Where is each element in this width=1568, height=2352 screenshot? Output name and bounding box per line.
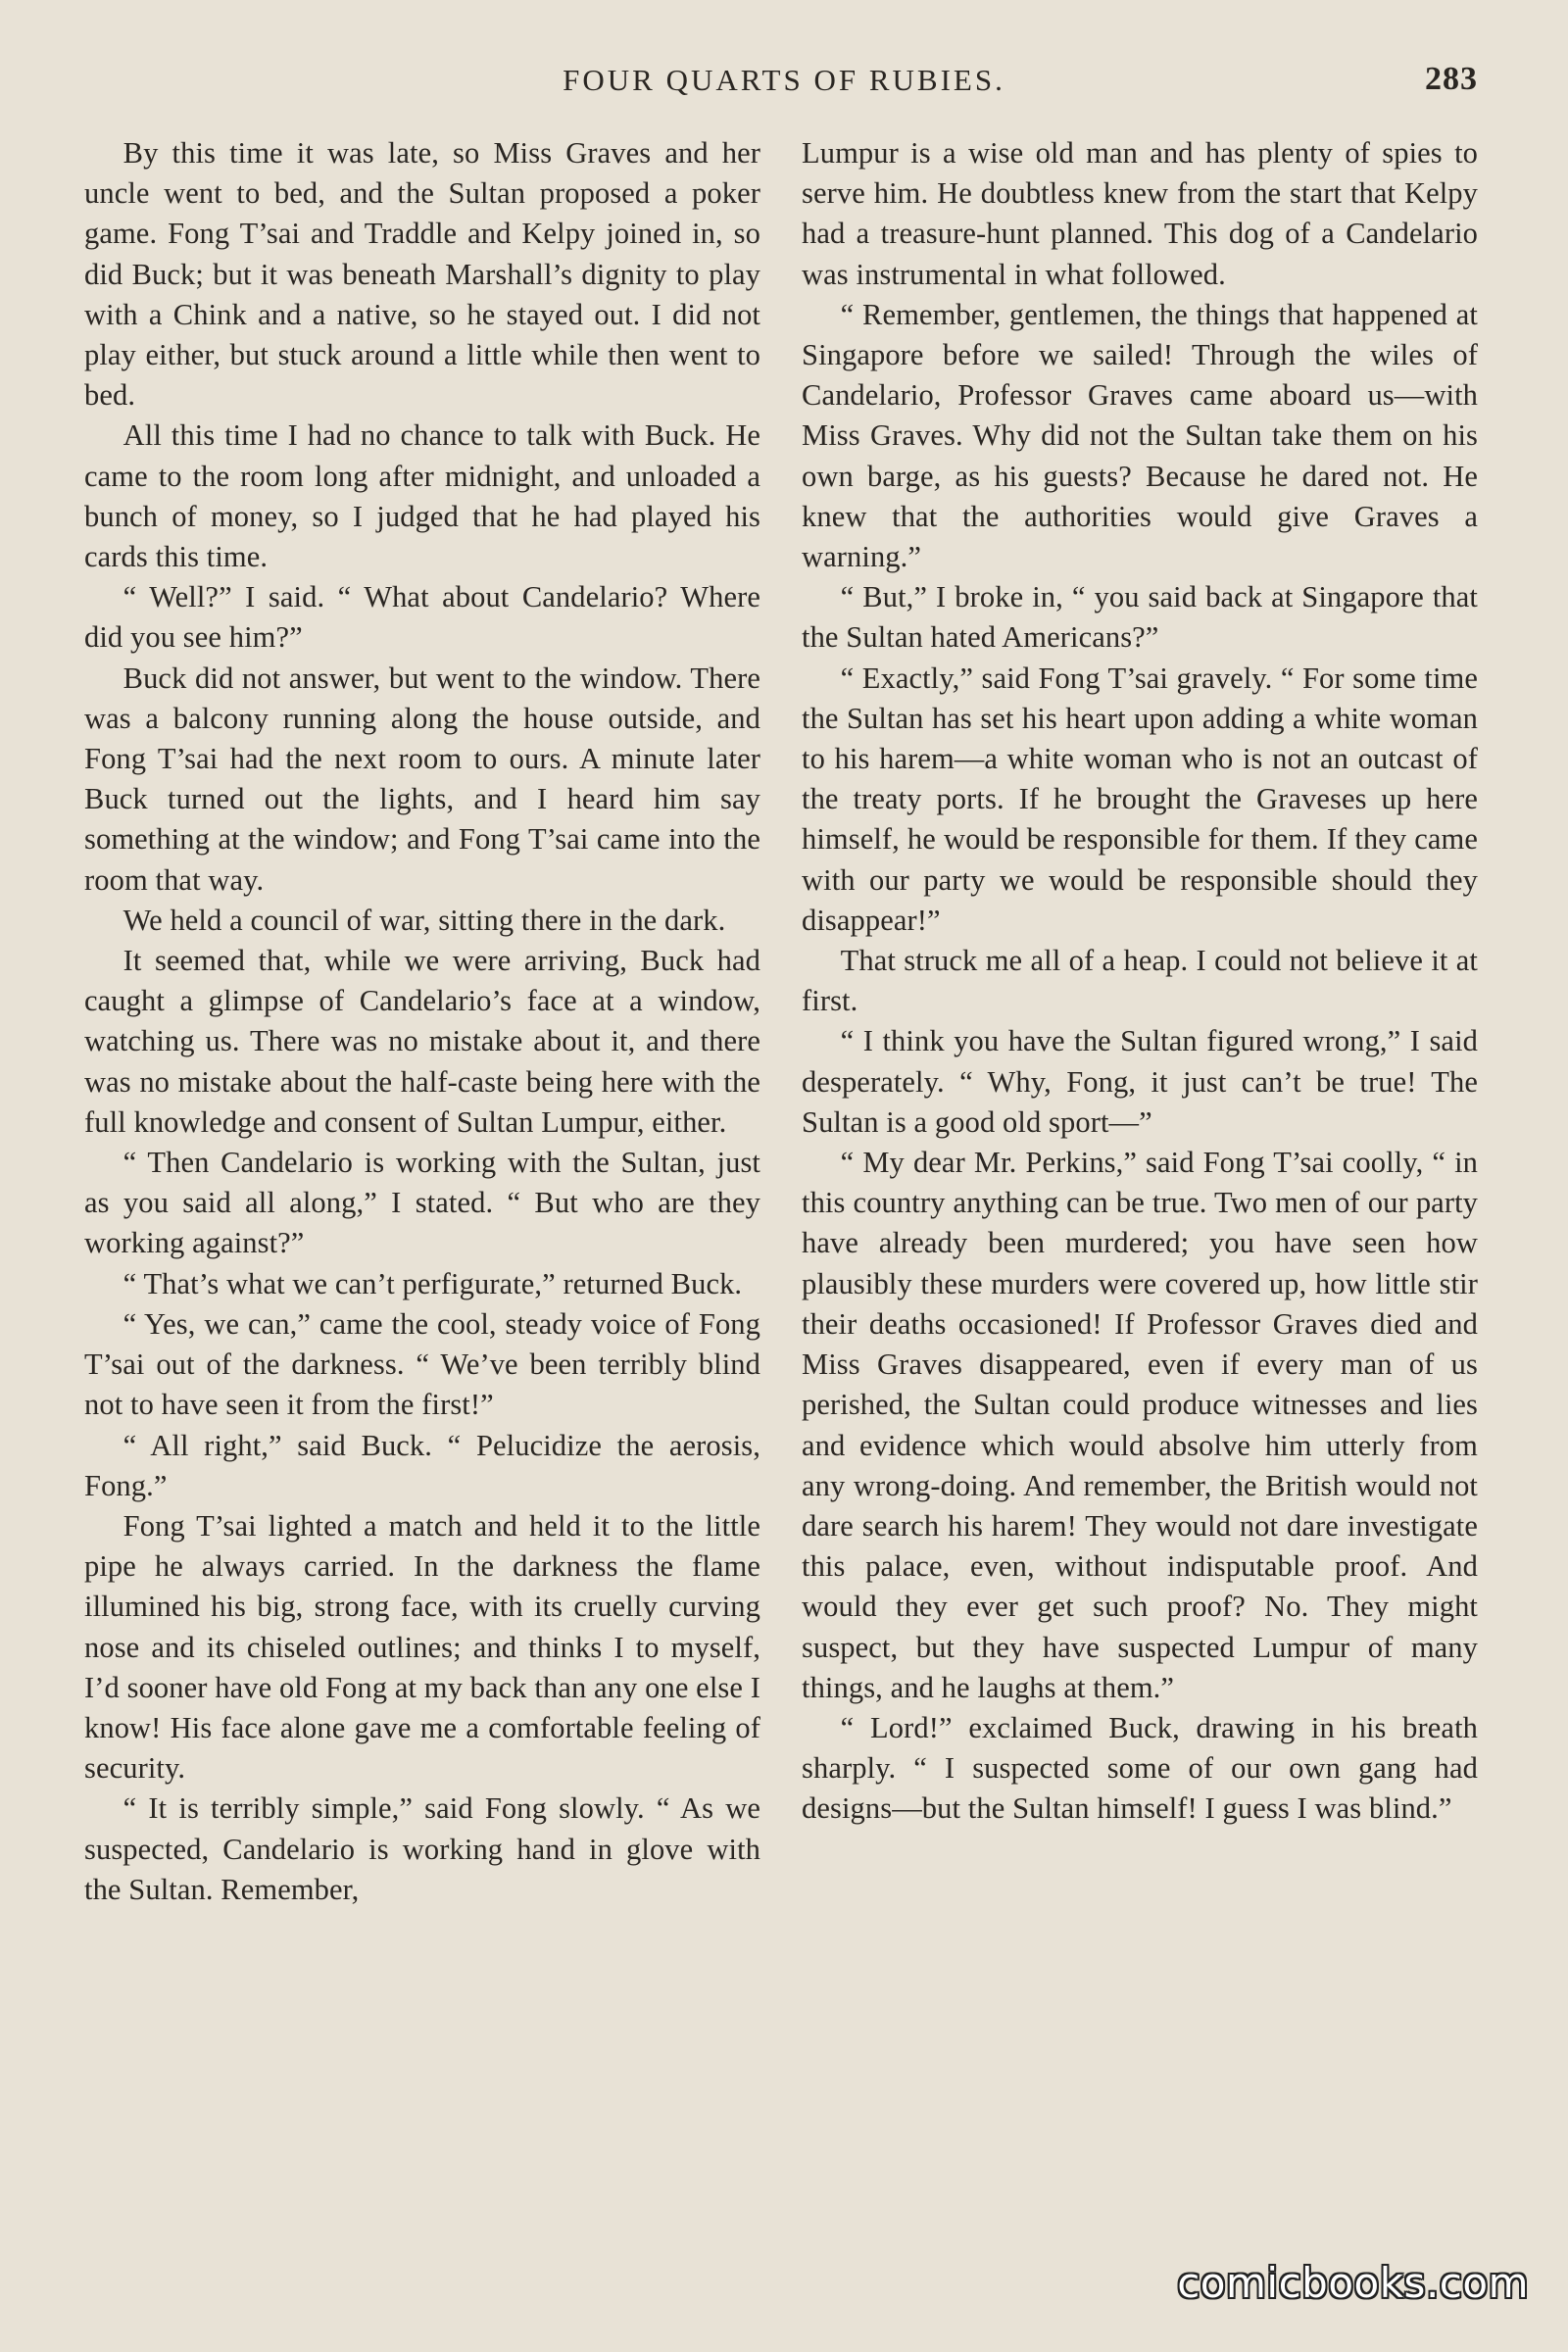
paragraph: “ Then Candelario is working with the Sultan, just as you said all along,” I stated. “ But who are they working against?”	[84, 1146, 760, 1260]
page-number: 283	[1425, 61, 1478, 97]
paragraph: We held a council of war, sitting there in the dark.	[122, 903, 726, 937]
watermark: comicbooks.com	[1177, 2259, 1529, 2307]
paragraph: “ That’s what we can’t perfigurate,” returned Buck.	[122, 1266, 743, 1300]
paragraph: “ Remember, gentlemen, the things that happened at Singapore before we sailed! Through the wiles of Candelario, Professor Graves came aboard us—with Miss Graves. Why did not the Sultan take them on his own barge, as his guests? Because he dared not. He knew that the authorities would give Graves a warning.”	[802, 297, 1478, 574]
paragraph: “ It is terribly simple,” said Fong slowly. “ As we suspected, Candelario is working hand in glove with the Sultan. Remember,	[84, 1791, 760, 1906]
paragraph: That struck me all of a heap. I could not believe it at first.	[802, 944, 1478, 1018]
right-text-column	[802, 133, 1478, 1830]
running-title: FOUR QUARTS OF RUBIES.	[563, 63, 1005, 97]
left-text-column	[84, 133, 760, 1910]
paragraph: “ Lord!” exclaimed Buck, drawing in his breath sharply. “ I suspected some of our own gang had designs—but the Sultan himself! I guess I was blind.”	[802, 1710, 1478, 1826]
paragraph-continued: Lumpur is a wise old man and has plenty of spies to serve him. He doubtless knew from the start that Kelpy had a treasure-hunt planned. This dog of a Candelario was instrumental in what followed.	[802, 136, 1478, 291]
paragraph: “ Yes, we can,” came the cool, steady voice of Fong T’sai out of the darkness. “ We’ve been terribly blind not to have seen it from the first!”	[84, 1306, 760, 1422]
paragraph: “ Exactly,” said Fong T’sai gravely. “ For some time the Sultan has set his heart upon adding a white woman to his harem—a white woman who is not an outcast of the treaty ports. If he brought the Graveses up here himself, he would be responsible for them. If they came with our party we would be responsible should they disappear!”	[802, 661, 1478, 937]
paragraph: “ All right,” said Buck. “ Pelucidize the aerosis, Fong.”	[84, 1428, 760, 1502]
paragraph: All this time I had no chance to talk with Buck. He came to the room long after midnight, and unloaded a bunch of money, so I judged that he had played his cards this time.	[84, 418, 760, 574]
paragraph: “ But,” I broke in, “ you said back at Singapore that the Sultan hated Americans?”	[802, 580, 1478, 655]
paragraph: “ My dear Mr. Perkins,” said Fong T’sai coolly, “ in this country anything can be true. Two men of our party have already been murdered; you have seen how plausibly these murders were covered up, how little stir their deaths occasioned! If Professor Graves died and Miss Graves disappeared, even if every man of us perished, the Sultan could produce witnesses and lies and evidence which would absolve him utterly from any wrong-doing. And remember, the British would not dare search his harem! They would not dare investigate this palace, even, without indisputable proof. And would they ever get such proof? No. They might suspect, but they have suspected Lumpur of many things, and he laughs at them.”	[802, 1146, 1478, 1704]
paragraph: It seemed that, while we were arriving, Buck had caught a glimpse of Candelario’s face at a window, watching us. There was no mistake about it, and there was no mistake about the half-caste being here with the full knowledge and consent of Sultan Lumpur, either.	[84, 944, 760, 1139]
paragraph: By this time it was late, so Miss Graves and her uncle went to bed, and the Sultan proposed a poker game. Fong T’sai and Traddle and Kelpy joined in, so did Buck; but it was beneath Marshall’s dignity to play with a Chink and a native, so he stayed out. I did not play either, but stuck around a little while then went to bed.	[84, 136, 760, 413]
paragraph: “ I think you have the Sultan figured wrong,” I said desperately. “ Why, Fong, it just can’t be true! The Sultan is a good old sport—”	[802, 1024, 1478, 1139]
paragraph: “ Well?” I said. “ What about Candelario? Where did you see him?”	[84, 580, 760, 655]
paragraph: Fong T’sai lighted a match and held it to the little pipe he always carried. In the darkness the flame illumined his big, strong face, with its cruelly curving nose and its chiseled outlines; and thinks I to myself, I’d sooner have old Fong at my back than any one else I know! His face alone gave me a comfortable feeling of security.	[84, 1508, 760, 1786]
paragraph: Buck did not answer, but went to the window. There was a balcony running along the house outside, and Fong T’sai had the next room to ours. A minute later Buck turned out the lights, and I heard him say something at the window; and Fong T’sai came into the room that way.	[84, 661, 760, 897]
page-header	[0, 63, 1568, 112]
